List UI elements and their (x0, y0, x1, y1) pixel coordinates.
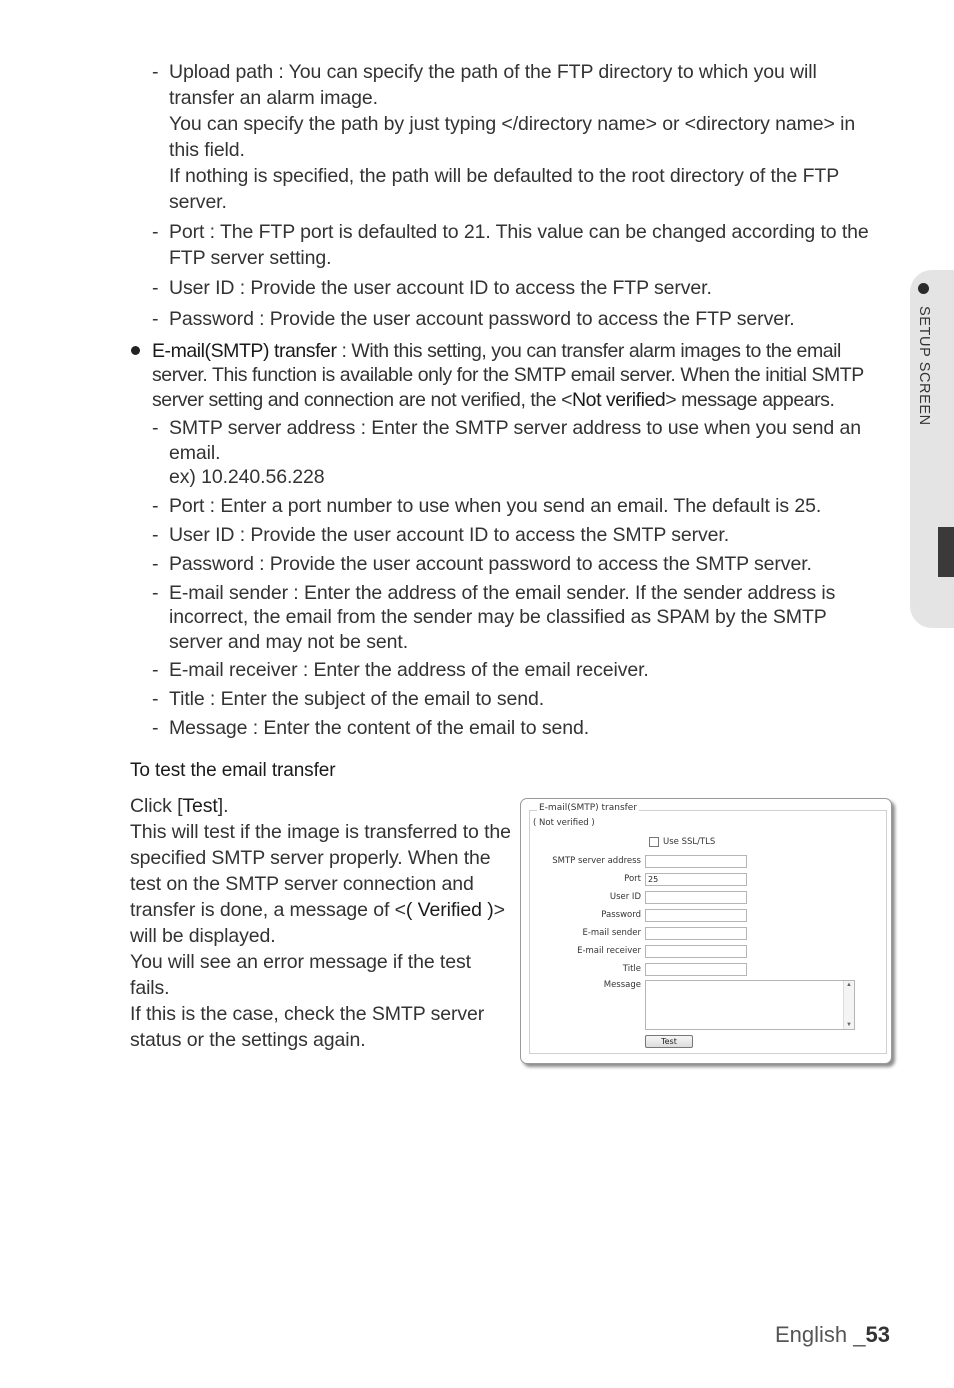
ftp-upload-path-line: If nothing is specified, the path will be defaulted to the root directory of the FTP (169, 165, 840, 187)
verification-status: ( Not verified ) (533, 818, 595, 828)
test-body-text: Click [ (130, 795, 183, 817)
page-footer (775, 1322, 890, 1348)
scroll-down-icon[interactable]: ▼ (846, 1022, 852, 1028)
bullet-dash: - (152, 659, 159, 681)
bullet-dash: - (152, 221, 159, 243)
verified-text: ( Verified ) (405, 899, 494, 921)
smtp-sender-line: server and may not be sent. (169, 631, 409, 653)
smtp-server-address-line: SMTP server address : Enter the SMTP server address to use when you send an (169, 417, 861, 439)
test-body-line (130, 793, 228, 819)
ftp-upload-path-line: this field. (169, 139, 245, 161)
bullet-dash: - (152, 277, 159, 299)
bullet-dash: - (152, 308, 159, 330)
smtp-server-address-label: SMTP server address (552, 856, 641, 866)
smtp-sender-line: E-mail sender : Enter the address of the email sender. If the sender address is (169, 582, 836, 604)
test-body-line: This will test if the image is transferred to the (130, 821, 511, 843)
email-sender-field[interactable] (645, 927, 747, 940)
bullet-dash: - (152, 688, 159, 710)
smtp-port-line: Port : Enter a port number to use when you send an email. The default is 25. (169, 495, 822, 517)
scroll-up-icon[interactable]: ▲ (846, 982, 852, 988)
title-label: Title (622, 964, 641, 974)
message-scrollbar[interactable] (843, 981, 854, 1029)
test-button[interactable]: Test (645, 1035, 693, 1048)
bullet-dash: - (152, 717, 159, 739)
test-body-line: You will see an error message if the test (130, 951, 471, 973)
ftp-upload-path-line: server. (169, 191, 227, 213)
ssl-checkbox[interactable] (649, 837, 659, 847)
user-id-field[interactable] (645, 891, 747, 904)
bullet-dash: - (152, 553, 159, 575)
smtp-intro-line: server. This function is available only for the SMTP email server. When the initial SMTP (152, 364, 864, 386)
test-body-line: fails. (130, 977, 170, 999)
title-field[interactable] (645, 963, 747, 976)
smtp-intro-line (152, 387, 834, 413)
smtp-intro-text: : With this setting, you can transfer alarm images to the email (336, 340, 841, 362)
smtp-message-line: Message : Enter the content of the email to send. (169, 717, 590, 739)
test-body-line: test on the SMTP server connection and (130, 873, 474, 895)
message-textarea[interactable] (645, 980, 855, 1030)
footer-language: English _ (775, 1322, 866, 1347)
test-body-text: ]. (217, 795, 229, 817)
page-number: 53 (865, 1322, 890, 1347)
smtp-intro-text: server setting and connection are not verified, the < (152, 389, 573, 411)
smtp-server-address-field[interactable] (645, 855, 747, 868)
ftp-upload-path-line: transfer an alarm image. (169, 87, 378, 109)
test-body-line: status or the settings again. (130, 1029, 366, 1051)
ftp-port-line: FTP server setting. (169, 247, 332, 269)
smtp-user-id-line: User ID : Provide the user account ID to access the SMTP server. (169, 524, 730, 546)
bullet-dash: - (152, 417, 159, 439)
bullet-dash: - (152, 582, 159, 604)
ftp-upload-path-line: Upload path : You can specify the path of the FTP directory to which you will (169, 61, 817, 83)
email-receiver-field[interactable] (645, 945, 747, 958)
email-sender-label: E-mail sender (582, 928, 641, 938)
test-body-line (130, 897, 505, 923)
password-field[interactable] (645, 909, 747, 922)
smtp-intro-line (152, 338, 841, 364)
ftp-upload-path-line: You can specify the path by just typing </directory name> or <directory name> in (169, 113, 856, 135)
smtp-heading: E-mail(SMTP) transfer (152, 340, 337, 362)
fieldset-legend: E-mail(SMTP) transfer (539, 803, 638, 813)
smtp-password-line: Password : Provide the user account password to access the SMTP server. (169, 553, 812, 575)
password-label: Password (601, 910, 641, 920)
side-tab-marker (938, 527, 954, 577)
test-body-line: If this is the case, check the SMTP server (130, 1003, 485, 1025)
message-label: Message (603, 980, 641, 990)
ftp-password-line: Password : Provide the user account password to access the FTP server. (169, 308, 795, 330)
user-id-label: User ID (609, 892, 641, 902)
test-section-heading: To test the email transfer (130, 760, 336, 781)
side-tab-dot (918, 283, 929, 294)
smtp-server-address-line: ex) 10.240.56.228 (169, 466, 325, 488)
bullet-dot (131, 346, 140, 355)
bullet-dash: - (152, 495, 159, 517)
test-body-line: will be displayed. (130, 925, 276, 947)
port-label: Port (624, 874, 641, 884)
test-body-text: transfer is done, a message of < (130, 899, 406, 921)
test-body-line: specified SMTP server properly. When the (130, 847, 491, 869)
ssl-label: Use SSL/TLS (663, 837, 716, 847)
bullet-dash: - (152, 524, 159, 546)
not-verified-text: Not verified (572, 389, 666, 411)
smtp-title-line: Title : Enter the subject of the email to send. (169, 688, 545, 710)
bullet-dash: - (152, 61, 159, 83)
ftp-port-line: Port : The FTP port is defaulted to 21. This value can be changed according to the (169, 221, 869, 243)
test-body-text: > (493, 899, 505, 921)
smtp-intro-text: > message appears. (665, 389, 835, 411)
email-settings-screenshot (520, 798, 892, 1064)
smtp-receiver-line: E-mail receiver : Enter the address of the email receiver. (169, 659, 649, 681)
email-receiver-label: E-mail receiver (577, 946, 641, 956)
smtp-sender-line: incorrect, the email from the sender may be classified as SPAM by the SMTP (169, 606, 827, 628)
port-field[interactable]: 25 (645, 873, 747, 886)
smtp-server-address-line: email. (169, 442, 221, 464)
test-bold-text: Test (182, 795, 218, 817)
ftp-user-id-line: User ID : Provide the user account ID to access the FTP server. (169, 277, 712, 299)
side-tab-label: SETUP SCREEN (916, 306, 932, 426)
